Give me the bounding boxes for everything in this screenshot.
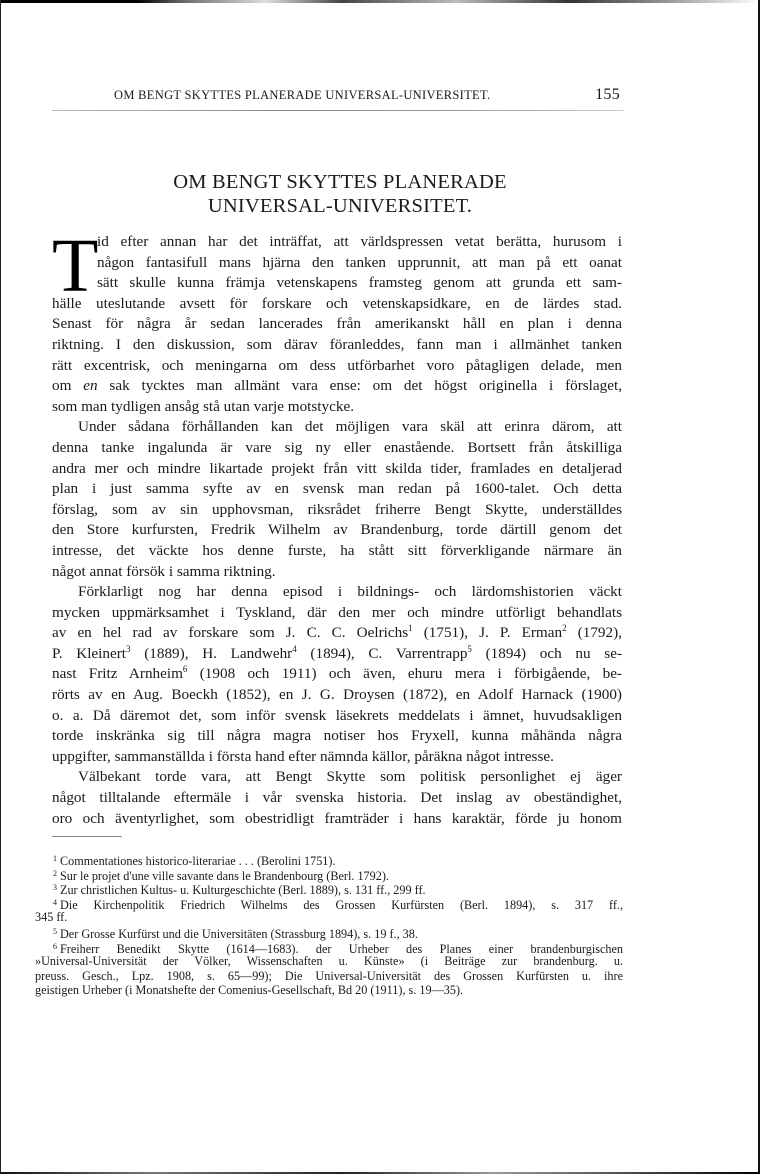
footnote-4-continued: 345 ff. (35, 910, 68, 925)
body-text-run: sak tycktes man allmänt vara ense: om det högst originella i förslaget, (109, 377, 622, 395)
footnote-number: 2 (53, 868, 57, 878)
footnote-6-continued: »Universal-Universität der Völker, Wissenschaften u. Künste» (i Beiträge zur brandenburg. u. (35, 954, 623, 969)
body-line: Förklarligt nog har denna episod i bildnings- och lärdomshistorien väckt (78, 583, 622, 601)
body-text-run: om (52, 377, 72, 395)
footnote-1 (33, 852, 623, 867)
header-rule (52, 110, 624, 111)
body-text-run: (1889), H. Landwehr (144, 644, 293, 662)
body-line: Välbekant torde vara, att Bengt Skytte som politisk personlighet ej äger (78, 768, 622, 786)
page-number: 155 (595, 86, 620, 103)
body-line: intresse, det väckte hos denne furste, ha stått sitt förverkligande närmare än (52, 541, 622, 559)
body-text-run: (1908 och 1911) och även, ehuru mera i förbigående, be- (199, 665, 622, 683)
body-text-run: (1751), J. P. Erman (423, 624, 563, 642)
body-line (52, 376, 622, 397)
footnote-4 (33, 896, 623, 911)
footnote-6-continued: preuss. Gesch., Lpz. 1908, s. 65—99); Die Universal-Universität des Grossen Kurfürsten u. ihre (35, 968, 623, 983)
body-line: något tilltalande eftermäle i vår svenska historia. Det inslag av obeständighet, (52, 789, 622, 807)
footnote-text: Sur le projet d'une ville savante dans le Brandenbourg (Berl. 1792). (60, 868, 389, 883)
footnote-ref-3[interactable]: 3 (126, 643, 131, 654)
body-line: mycken uppmärksamhet i Tyskland, där den mer och mindre utförligt behandlats (52, 603, 622, 621)
body-line: någon fantasifull mans hjärna den tanken upprunnit, att man på ett oanat (97, 253, 622, 271)
body-line: uppgifter, sammanställda i första hand efter nämnda källor, påräkna något intresse. (52, 747, 554, 765)
article-title (100, 170, 580, 218)
body-text-run: nast Fritz Arnheim (52, 665, 183, 683)
body-line: andra mer och mindre likartade projekt från vitt skilda tider, framlades en detaljerad (52, 459, 622, 477)
article-body (52, 224, 623, 829)
footnote-6-continued: geistigen Urheber (i Monatshefte der Comenius-Gesellschaft, Bd 20 (1911), s. 19—35). (35, 983, 464, 998)
body-line: oro och äventyrlighet, som obestridligt framträder i hans karaktär, förde ju honom (52, 809, 622, 827)
footnote-number: 3 (53, 883, 57, 893)
body-line: hälle uteslutande avsett för forskare och vetenskapsidkare, en de lärdes stad. (52, 294, 622, 312)
body-line: sätt skulle kunna främja vetenskapens framsteg genom att grunda ett sam- (97, 274, 622, 292)
footnote-ref-4[interactable]: 4 (292, 643, 297, 654)
emphasis-en: en (83, 377, 98, 395)
body-text-run: P. Kleinert (52, 644, 127, 662)
body-line: den Store kurfursten, Fredrik Wilhelm av Brandenburg, torde därtill genom det (52, 521, 622, 539)
body-line: rätt excentrisk, och meningarna om dess utförbarhet voro påtagligen delade, men (52, 356, 622, 374)
body-line (52, 623, 622, 644)
body-line: torde inskränka sig till några magra notiser hos Fryxell, kunna måhända några (52, 727, 622, 745)
body-line: o. a. Då däremot det, som inför svensk läsekrets meddelats i ämnet, huvudsakligen (52, 706, 622, 724)
body-line: denna tanke ingalunda är vare sig ny eller enastående. Bortsett från åtskilliga (52, 438, 622, 456)
footnotes (33, 852, 623, 998)
scan-edge-left (0, 0, 1, 1174)
footnote-6 (33, 940, 623, 955)
running-head-title: OM BENGT SKYTTES PLANERADE UNIVERSAL-UNIVERSITET. (114, 88, 491, 102)
body-line: som man tydligen ansåg stå utan varje motstycke. (52, 397, 354, 415)
body-line (52, 664, 622, 685)
footnote-number: 6 (53, 941, 57, 951)
body-text-run: (1792), (577, 624, 622, 642)
scan-edge-top (0, 0, 760, 3)
footnote-number: 5 (53, 926, 57, 936)
body-text-run: (1894), C. Varrentrapp (310, 644, 468, 662)
footnote-2 (33, 867, 623, 882)
body-line: rörts av en Aug. Boeckh (1852), en J. G. Droysen (1872), en Adolf Harnack (1900) (52, 686, 622, 704)
footnote-number: 1 (53, 854, 57, 863)
article-title-line-1: OM BENGT SKYTTES PLANERADE (173, 171, 507, 193)
drop-cap: T (52, 224, 99, 308)
body-line: förslag, som av sin upphovsman, riksrådet friherre Bengt Skytte, underställdes (52, 500, 622, 518)
footnote-number: 4 (53, 897, 57, 907)
footnote-5 (33, 925, 623, 940)
footnote-ref-2[interactable]: 2 (562, 623, 567, 634)
body-line: riktning. I den diskussion, som därav föranleddes, fann man i allmänhet tanken (52, 335, 622, 353)
body-line: något annat försök i samma riktning. (52, 562, 276, 580)
body-line: id efter annan har det inträffat, att världspressen vetat berätta, hurusom i (97, 233, 622, 250)
footnote-rule (52, 836, 122, 837)
footnote-3 (33, 881, 623, 896)
footnote-ref-1[interactable]: 1 (408, 623, 413, 634)
body-line (52, 644, 622, 665)
body-text-run: (1894) och nu se- (485, 644, 623, 662)
article-title-line-2: UNIVERSAL-UNIVERSITET. (207, 195, 473, 217)
footnote-text: Commentationes historico-literariae . . . (Berolini 1751). (60, 854, 336, 868)
footnote-ref-5[interactable]: 5 (467, 643, 472, 654)
footnote-text: Zur christlichen Kultus- u. Kulturgeschichte (Berl. 1889), s. 131 ff., 299 ff. (60, 883, 426, 898)
body-line: Senast för några år sedan lancerades från amerikanskt håll en plan i denna (52, 315, 622, 333)
body-line: Under sådana förhållanden kan det möjligen vara skäl att erinra därom, att (78, 418, 622, 436)
footnote-text: Der Grosse Kurfürst und die Universitäten (Strassburg 1894), s. 19 f., 38. (60, 926, 418, 941)
footnote-text: Freiherr Benedikt Skytte (1614—1683). der Urheber des Planes einer brandenburgischen (60, 941, 623, 956)
body-text-run: av en hel rad av forskare som J. C. C. Oelrichs (52, 624, 409, 642)
body-line: plan i just samma syfte av en svensk man redan på 1600-talet. Och detta (52, 480, 622, 498)
footnote-text: Die Kirchenpolitik Friedrich Wilhelms des Grossen Kurfürsten (Berl. 1894), s. 317 ff., (60, 897, 623, 912)
footnote-ref-6[interactable]: 6 (182, 664, 188, 675)
